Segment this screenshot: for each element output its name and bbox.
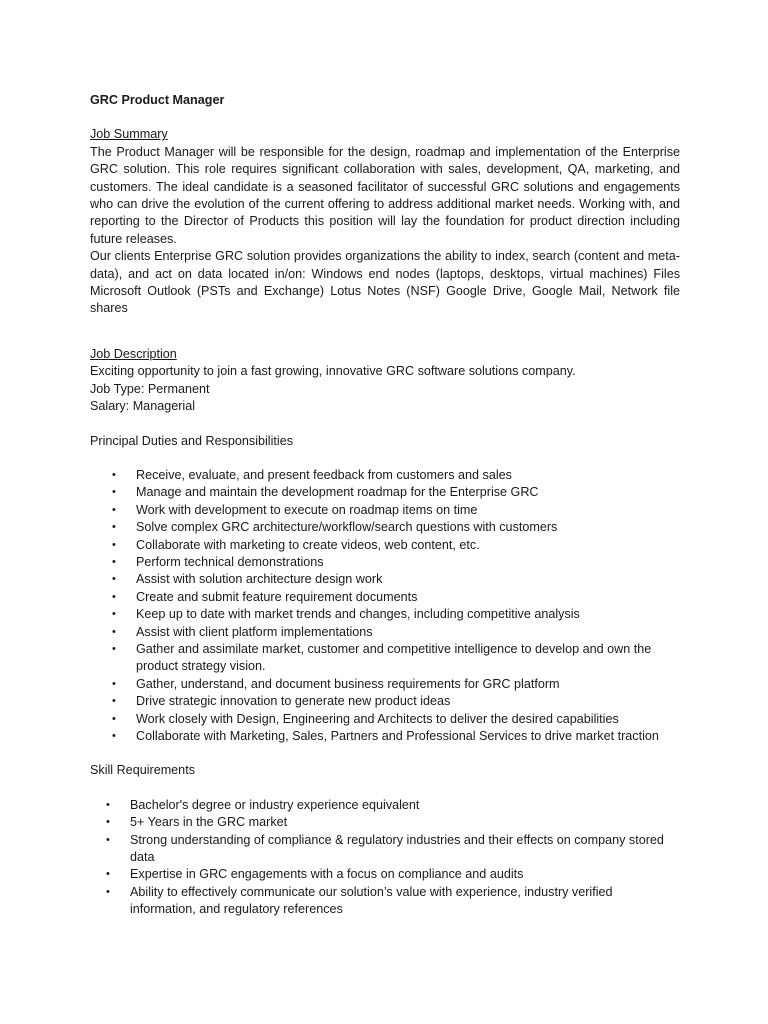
list-item — [90, 554, 680, 571]
bullet-icon: • — [112, 642, 116, 655]
bullet-icon: • — [112, 573, 116, 586]
list-item — [90, 832, 680, 867]
duties-list — [90, 467, 680, 746]
bullet-icon: • — [112, 608, 116, 621]
bullet-icon: • — [112, 555, 116, 568]
list-item — [90, 624, 680, 641]
list-item — [90, 728, 680, 745]
duty-text: Manage and maintain the development roadmap for the Enterprise GRC — [136, 485, 539, 500]
list-item — [90, 693, 680, 710]
list-item — [90, 467, 680, 484]
list-item — [90, 571, 680, 588]
bullet-icon: • — [112, 468, 116, 481]
bullet-icon: • — [106, 798, 110, 811]
list-item — [90, 519, 680, 536]
bullet-icon: • — [112, 538, 116, 551]
duties-heading: Principal Duties and Responsibilities — [90, 433, 294, 448]
skill-text: Strong understanding of compliance & regulatory industries and their effects on company stored data — [130, 832, 664, 865]
bullet-icon: • — [112, 712, 116, 725]
skill-text: 5+ Years in the GRC market — [130, 815, 288, 830]
job-summary-heading: Job Summary — [90, 127, 168, 142]
skill-text: Expertise in GRC engagements with a focus on compliance and audits — [130, 867, 524, 882]
duty-text: Gather, understand, and document business requirements for GRC platform — [136, 676, 560, 691]
bullet-icon: • — [112, 730, 116, 742]
duty-text: Assist with solution architecture design work — [136, 572, 383, 587]
list-item — [90, 814, 680, 831]
duty-text: Work closely with Design, Engineering and Architects to deliver the desired capabilities — [136, 711, 619, 726]
skill-text: Bachelor's degree or industry experience equivalent — [130, 797, 420, 812]
list-item — [90, 676, 680, 693]
bullet-icon: • — [112, 503, 116, 516]
bullet-icon: • — [106, 868, 110, 881]
duty-text: Solve complex GRC architecture/workflow/search questions with customers — [136, 520, 558, 535]
duty-text: Work with development to execute on roadmap items on time — [136, 502, 478, 517]
job-description-heading: Job Description — [90, 346, 177, 361]
list-item — [90, 797, 680, 814]
duty-text: Keep up to date with market trends and changes, including competitive analysis — [136, 607, 580, 622]
bullet-icon: • — [112, 590, 116, 603]
document-page — [90, 92, 680, 919]
duty-text: Collaborate with marketing to create videos, web content, etc. — [136, 537, 480, 552]
list-item — [90, 711, 680, 728]
job-type-line: Job Type: Permanent — [90, 381, 210, 396]
list-item — [90, 502, 680, 519]
bullet-icon: • — [106, 816, 110, 829]
job-description-line: Exciting opportunity to join a fast growing, innovative GRC software solutions company. — [90, 364, 576, 379]
duty-text: Receive, evaluate, and present feedback from customers and sales — [136, 467, 512, 482]
duty-text: Assist with client platform implementations — [136, 624, 373, 639]
document-title: GRC Product Manager — [90, 93, 225, 107]
list-item — [90, 606, 680, 623]
duty-text: Gather and assimilate market, customer and competitive intelligence to develop and own the product strategy vision. — [136, 641, 652, 674]
skill-text: Ability to effectively communicate our solution’s value with experience, industry verified information, and regulatory references — [130, 884, 613, 917]
bullet-icon: • — [112, 521, 116, 534]
bullet-icon: • — [112, 695, 116, 708]
duty-text: Drive strategic innovation to generate new product ideas — [136, 694, 451, 709]
job-summary-paragraph-1: The Product Manager will be responsible for the design, roadmap and implementation of the Enterprise GRC solution. This role requires significant collaboration with sales, development, QA, marketing, and customers. The ideal candidate is a seasoned facilitator of successful GRC solutions and engagements who can drive the evolution of the current offering to address additional market needs. Working with, and reporting to the Director of Products this position will lay the foundation for product direction including future releases. — [90, 144, 680, 246]
duty-text: Perform technical demonstrations — [136, 554, 324, 569]
list-item — [90, 484, 680, 501]
bullet-icon: • — [106, 833, 110, 846]
list-item — [90, 641, 680, 676]
job-summary-paragraph-2: Our clients Enterprise GRC solution provides organizations the ability to index, search (content and meta-data), and act on data located in/on: Windows end nodes (laptops, desktops, virtual machines) Files Microsoft Outlook (PSTs and Exchange) Lotus Notes (NSF) Google Drive, Google Mail, Network file shares — [90, 249, 680, 316]
skills-list — [90, 797, 680, 919]
list-item — [90, 537, 680, 554]
salary-line: Salary: Managerial — [90, 399, 195, 414]
list-item — [90, 866, 680, 883]
bullet-icon: • — [112, 677, 116, 690]
bullet-icon: • — [112, 625, 116, 638]
bullet-icon: • — [106, 885, 110, 898]
skills-heading: Skill Requirements — [90, 763, 195, 778]
duty-text: Collaborate with Marketing, Sales, Partners and Professional Services to drive market traction — [136, 729, 659, 743]
bullet-icon: • — [112, 486, 116, 499]
duty-text: Create and submit feature requirement documents — [136, 589, 418, 604]
list-item — [90, 884, 680, 919]
list-item — [90, 589, 680, 606]
